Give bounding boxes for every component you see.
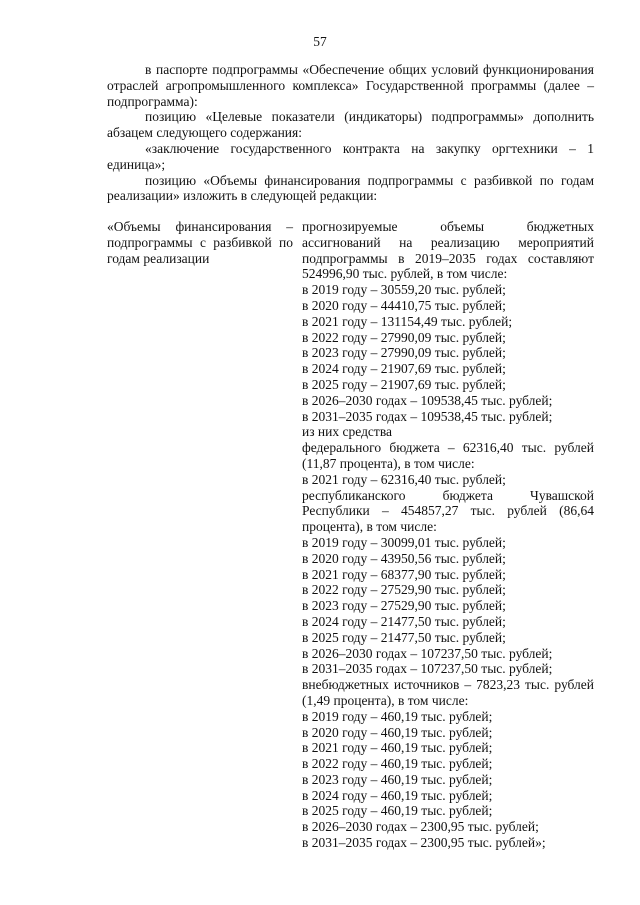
intro-paragraph: позицию «Целевые показатели (индикаторы) подпрограммы» дополнить абзацем следующего содержания: (107, 109, 594, 141)
of-them-label: из них средства (302, 424, 393, 440)
funding-year-line: в 2019 году – 460,19 тыс. рублей; (302, 708, 493, 724)
federal-years-list (302, 472, 594, 488)
extra-intro: внебюджетных источников – 7823,23 тыс. рублей (1,49 процента), в том числе: (302, 677, 594, 708)
republic-years-list (302, 535, 594, 677)
funding-year-line: в 2022 году – 27990,09 тыс. рублей; (302, 329, 506, 345)
funding-year-line: в 2022 году – 460,19 тыс. рублей; (302, 756, 493, 772)
intro-text (107, 62, 594, 204)
table-right-cell (302, 219, 594, 851)
republic-intro: республиканского бюджета Чувашской Республики – 454857,27 тыс. рублей (86,64 процента), в том числе: (302, 487, 594, 535)
intro-paragraph: позицию «Объемы финансирования подпрограммы с разбивкой по годам реализации» изложить в следующей редакции: (107, 172, 594, 204)
funding-year-line: в 2025 году – 460,19 тыс. рублей; (302, 803, 493, 819)
funding-year-line: в 2020 году – 460,19 тыс. рублей; (302, 724, 493, 740)
page-number: 57 (313, 34, 327, 49)
funding-year-line: в 2031–2035 годах – 107237,50 тыс. рублей; (302, 661, 553, 677)
table-left-cell: «Объемы финансирования – подпрограммы с разбивкой по годам реализации (107, 219, 293, 266)
funding-year-line: в 2024 году – 21477,50 тыс. рублей; (302, 613, 506, 629)
funding-year-line: в 2024 году – 21907,69 тыс. рублей; (302, 361, 506, 377)
funding-year-line: в 2019 году – 30099,01 тыс. рублей; (302, 534, 506, 550)
total-years-list (302, 282, 594, 424)
funding-year-line: в 2020 году – 43950,56 тыс. рублей; (302, 550, 506, 566)
funding-year-line: в 2021 году – 460,19 тыс. рублей; (302, 740, 493, 756)
funding-year-line: в 2020 году – 44410,75 тыс. рублей; (302, 297, 506, 313)
funding-year-line: в 2021 году – 131154,49 тыс. рублей; (302, 313, 513, 329)
intro-paragraph: в паспорте подпрограммы «Обеспечение общих условий функционирования отраслей агропромышленного комплекса» Государственной программы (далее – подпрограмма): (107, 62, 594, 109)
funding-year-line: в 2019 году – 30559,20 тыс. рублей; (302, 282, 506, 298)
funding-year-line: в 2021 году – 68377,90 тыс. рублей; (302, 566, 506, 582)
funding-year-line: в 2025 году – 21907,69 тыс. рублей; (302, 376, 506, 392)
funding-year-line: в 2023 году – 27990,09 тыс. рублей; (302, 345, 506, 361)
funding-intro: прогнозируемые объемы бюджетных ассигнований на реализацию мероприятий подпрограммы в 2019–2035 годах составляют 524996,90 тыс. рублей, в том числе: (302, 219, 594, 282)
funding-year-line: в 2024 году – 460,19 тыс. рублей; (302, 787, 493, 803)
funding-year-line: в 2026–2030 годах – 107237,50 тыс. рублей; (302, 645, 553, 661)
funding-year-line: в 2026–2030 годах – 2300,95 тыс. рублей; (302, 819, 539, 835)
extra-years-list (302, 709, 594, 851)
intro-paragraph: «заключение государственного контракта на закупку оргтехники – 1 единица»; (107, 140, 594, 172)
funding-year-line: в 2023 году – 460,19 тыс. рублей; (302, 771, 493, 787)
funding-year-line: в 2031–2035 годах – 2300,95 тыс. рублей»; (302, 835, 546, 851)
funding-year-line: в 2031–2035 годах – 109538,45 тыс. рублей; (302, 408, 553, 424)
funding-year-line: в 2022 году – 27529,90 тыс. рублей; (302, 582, 506, 598)
federal-intro: федерального бюджета – 62316,40 тыс. рублей (11,87 процента), в том числе: (302, 440, 594, 471)
funding-year-line: в 2026–2030 годах – 109538,45 тыс. рублей; (302, 392, 553, 408)
funding-year-line: в 2023 году – 27529,90 тыс. рублей; (302, 598, 506, 614)
funding-year-line: в 2021 году – 62316,40 тыс. рублей; (302, 471, 506, 487)
funding-year-line: в 2025 году – 21477,50 тыс. рублей; (302, 629, 506, 645)
